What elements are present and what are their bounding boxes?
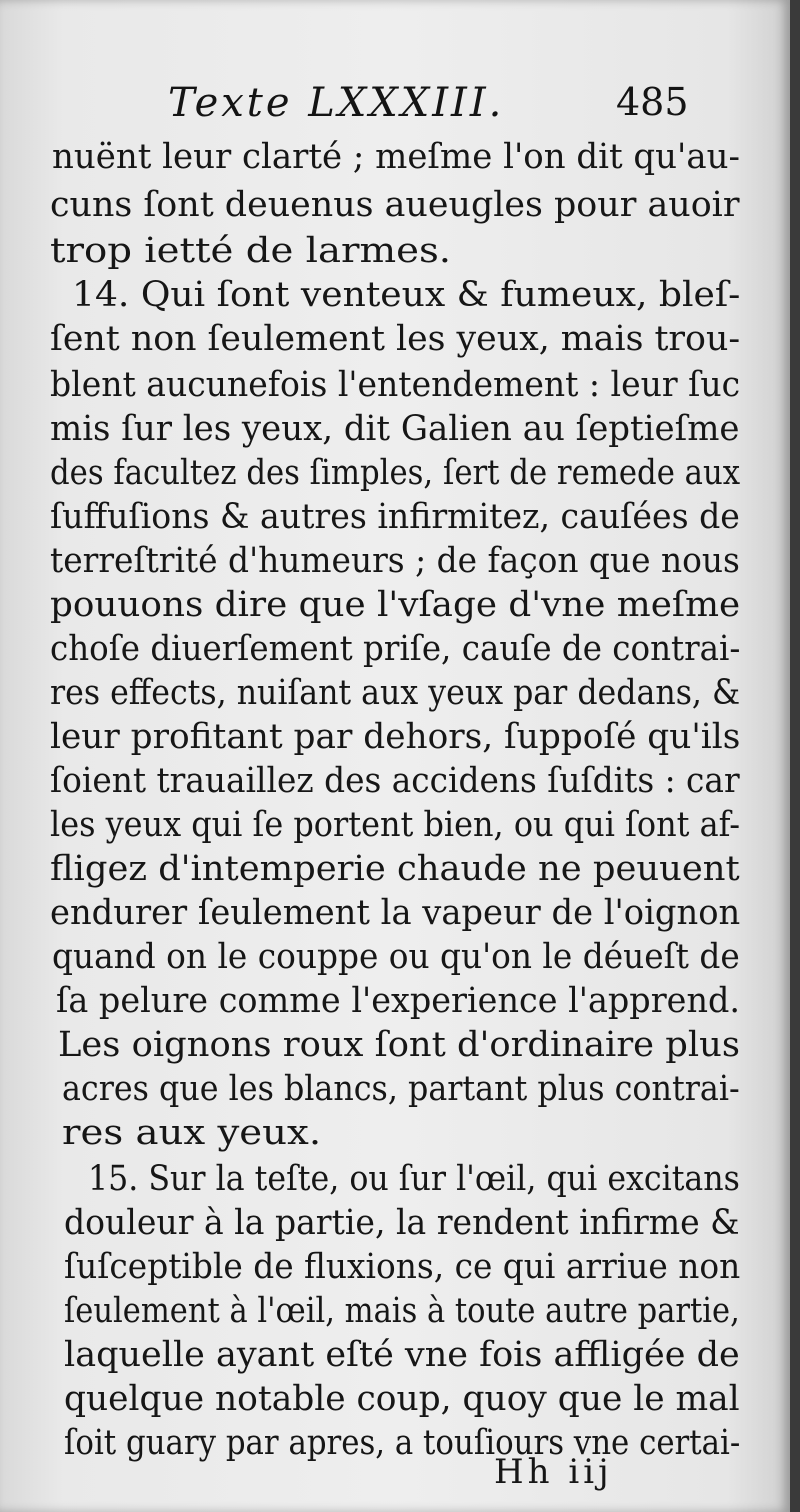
text-line: Les oignons roux ſont d'ordinaire plus [58,1025,740,1065]
text-line: douleur à la partie, la rendent infirme & [64,1203,740,1243]
text-line: mis ſur les yeux, dit Galien au ſeptieſme [50,409,740,449]
text-line: laquelle ayant eſté vne fois affligée de [64,1335,740,1375]
text-line: ſoit guary par apres, a touſiours vne certai- [64,1423,741,1463]
text-line: trop ietté de larmes. [50,231,452,271]
text-line: res effects, nuiſant aux yeux par dedans, & [50,673,741,713]
text-line: terreſtrité d'humeurs ; de façon que nous [50,541,740,581]
text-line: acres que les blancs, partant plus contrai- [62,1069,740,1109]
text-line: blent aucunefois l'entendement : leur ſuc [50,365,741,405]
text-line: cuns ſont deuenus aueugles pour auoir [50,185,740,225]
text-line: fligez d'intemperie chaude ne peuuent [50,849,740,889]
signature-mark: Hh iij [494,1452,613,1492]
text-line: 15. Sur la teſte, ou ſur l'œil, qui excitans [88,1159,740,1199]
text-line: pouuons dire que l'vſage d'vne meſme [50,585,741,625]
text-line: ſuffuſions & autres infirmitez, cauſées de [50,497,740,537]
text-line: ſa pelure comme l'experience l'apprend. [56,981,741,1021]
text-line: quelque notable coup, quoy que le mal [64,1379,740,1419]
text-line: res aux yeux. [62,1113,322,1153]
text-line: ſeulement à l'œil, mais à toute autre partie, [64,1291,740,1331]
text-line: des facultez des ſimples, ſert de remede aux [50,453,741,493]
running-title: Texte LXXXIII. [168,80,505,126]
text-line: nuënt leur clarté ; meſme l'on dit qu'au- [52,137,740,177]
text-line: leur profitant par dehors, ſuppoſé qu'ils [50,717,741,757]
text-line: endurer ſeulement la vapeur de l'oignon [50,893,741,933]
text-line: ſent non ſeulement les yeux, mais trou- [50,319,741,359]
page-header [0,80,790,130]
text-line: ſuſceptible de fluxions, ce qui arriue non [64,1247,741,1287]
text-line: 14. Qui ſont venteux & fumeux, bleſ- [72,275,741,315]
text-line: choſe diuerſement priſe, cauſe de contrai- [50,629,741,669]
text-line: quand on le couppe ou qu'on le déueſt de [52,937,740,977]
page-number: 485 [616,80,689,124]
text-line: ſoient trauaillez des accidens ſuſdits : car [50,761,740,801]
text-line: les yeux qui ſe portent bien, ou qui ſont af- [50,805,741,845]
